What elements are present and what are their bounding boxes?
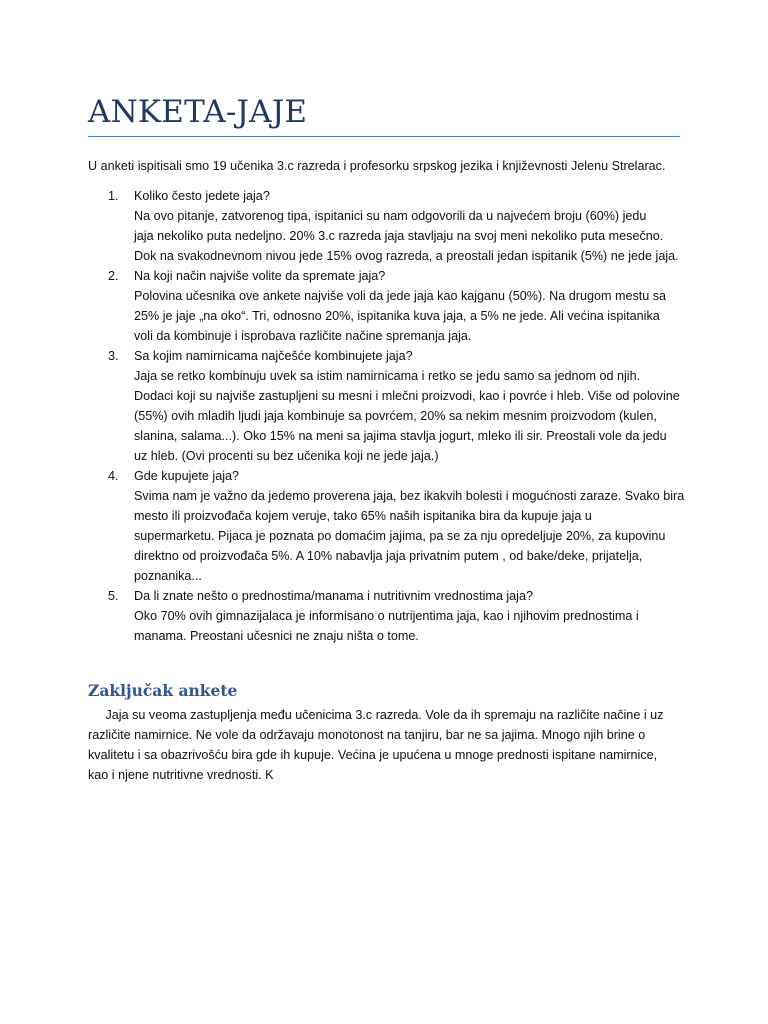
answer-line: Polovina učesnika ove ankete najviše voli da jede jaja kao kajganu (50%). Na drugom mestu sa (134, 289, 667, 303)
question-item-1 (88, 186, 688, 266)
answer-line: Dodaci koji su najviše zastupljeni su mesni i mlečni proizvodi, kao i povrće i hleb. Više od polovine (134, 389, 680, 403)
question-item-5 (88, 586, 688, 646)
question-text: Koliko često jedete jaja? (134, 189, 270, 203)
answer-line: supermarketu. Pijaca je poznata po domaćim jajima, pa se za nju opredeljuje 20%, za kupovinu (134, 529, 666, 543)
answer-line: jaja nekoliko puta nedeljno. 20% 3.c razreda jaja stavljaju na svoj meni nekoliko puta mesečno. (134, 229, 664, 243)
question-number: 4. (108, 469, 119, 483)
answer-line: manama. Preostani učesnici ne znaju ništa o tome. (134, 629, 419, 643)
conclusion-line: različite namirnice. Ne vole da održavaju monotonost na tanjiru, bar ne sa jajima. Mnogo njih brine o (88, 728, 646, 742)
question-item-2 (88, 266, 688, 346)
answer-line: Svima nam je važno da jedemo proverena jaja, bez ikakvih bolesti i mogućnosti zaraze. Svako bira (134, 489, 685, 503)
answer-line: Jaja se retko kombinuju uvek sa istim namirnicama i retko se jedu samo sa jednom od njih. (134, 369, 641, 383)
conclusion-line: kao i njene nutritivne vrednosti. K (88, 768, 274, 782)
question-item-4 (88, 466, 688, 586)
question-text: Da li znate nešto o prednostima/manama i nutritivnim vrednostima jaja? (134, 589, 533, 603)
conclusion-heading: Zaključak ankete (88, 681, 238, 700)
question-number: 1. (108, 189, 119, 203)
conclusion-line: kvalitetu i sa obazrivošću bira gde ih kupuje. Većina je upućena u mnoge prednosti ispitane namirnice, (88, 748, 658, 762)
intro-paragraph: U anketi ispitisali smo 19 učenika 3.c razreda i profesorku srpskog jezika i književnosti Jelenu Strelarac. (88, 159, 666, 173)
answer-line: (55%) ovih mladih ljudi jaja kombinuje sa povrćem, 20% sa nekim mesnim proizvodom (kulen, (134, 409, 657, 423)
answer-line: uz hleb. (Ovi procenti su bez učenika koji ne jede jaja.) (134, 449, 439, 463)
question-number: 5. (108, 589, 119, 603)
conclusion-paragraph (88, 705, 688, 785)
answer-line: direktno od proizvođača 5%. A 10% nabavlja jaja privatnim putem , od bake/deke, prijatelja, (134, 549, 643, 563)
question-list (88, 186, 688, 646)
answer-line: voli da kombinuje i isprobava različite načine spremanja jaja. (134, 329, 472, 343)
question-number: 3. (108, 349, 119, 363)
answer-line: poznanika... (134, 569, 202, 583)
question-item-3 (88, 346, 688, 466)
answer-line: Na ovo pitanje, zatvorenog tipa, ispitanici su nam odgovorili da u najvećem broju (60%) jedu (134, 209, 647, 223)
answer-line: 25% je jaje „na oko“. Tri, odnosno 20%, ispitanika kuva jaja, a 5% ne jede. Ali većina ispitanika (134, 309, 660, 323)
title-underline (88, 136, 680, 137)
document-title: ANKETA-JAJE (88, 94, 308, 130)
answer-line: Oko 70% ovih gimnazijalaca je informisano o nutrijentima jaja, kao i njihovim prednostima i (134, 609, 639, 623)
question-text: Na koji način najviše volite da spremate jaja? (134, 269, 386, 283)
answer-line: mesto ili proizvođača kojem veruje, tako 65% naših ispitanika bira da kupuje jaja u (134, 509, 592, 523)
conclusion-line: Jaja su veoma zastupljenja među učenicima 3.c razreda. Vole da ih spremaju na različite načine i uz (88, 708, 664, 722)
answer-line: Dok na svakodnevnom nivou jede 15% ovog razreda, a preostali jedan ispitanik (5%) ne jede jaja. (134, 249, 679, 263)
question-text: Sa kojim namirnicama najčešće kombinujete jaja? (134, 349, 413, 363)
answer-line: slanina, salama...). Oko 15% na meni sa jajima stavlja jogurt, mleko ili sir. Preostali vole da jedu (134, 429, 667, 443)
question-text: Gde kupujete jaja? (134, 469, 240, 483)
question-number: 2. (108, 269, 119, 283)
